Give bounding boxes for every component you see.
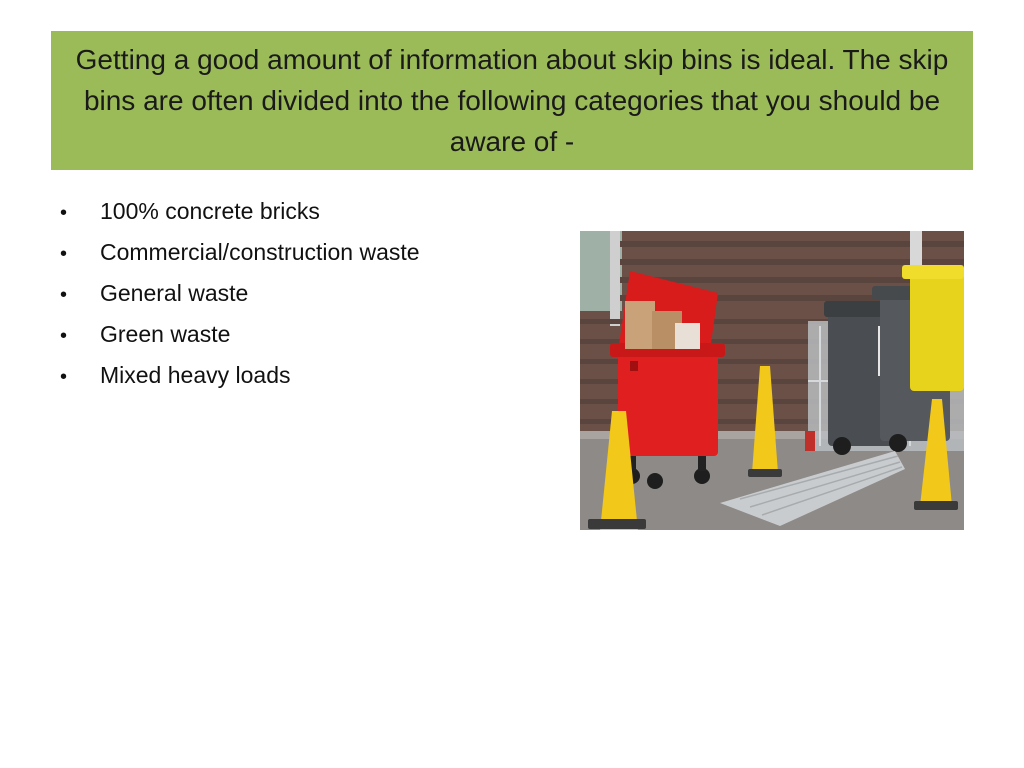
bullet-icon: • bbox=[60, 284, 68, 306]
list-item-text: Mixed heavy loads bbox=[100, 362, 291, 388]
list-item bbox=[58, 280, 420, 321]
category-list bbox=[58, 198, 420, 403]
list-item-text: Commercial/construction waste bbox=[100, 239, 420, 265]
bullet-icon: • bbox=[60, 202, 68, 224]
title-banner bbox=[51, 31, 973, 170]
list-item-text: Green waste bbox=[100, 321, 231, 347]
list-item bbox=[58, 321, 420, 362]
bullet-icon: • bbox=[60, 325, 68, 347]
slide-title: Getting a good amount of information about skip bins is ideal. The skip bins are often divided into the following categories that you should be aware of - bbox=[75, 44, 949, 157]
bullet-icon: • bbox=[60, 243, 68, 265]
skip-bins-photo bbox=[580, 231, 964, 530]
list-item-text: 100% concrete bricks bbox=[100, 198, 320, 224]
list-item bbox=[58, 362, 420, 403]
list-item bbox=[58, 239, 420, 280]
bullet-icon: • bbox=[60, 366, 68, 388]
list-item-text: General waste bbox=[100, 280, 249, 306]
list-item bbox=[58, 198, 420, 239]
